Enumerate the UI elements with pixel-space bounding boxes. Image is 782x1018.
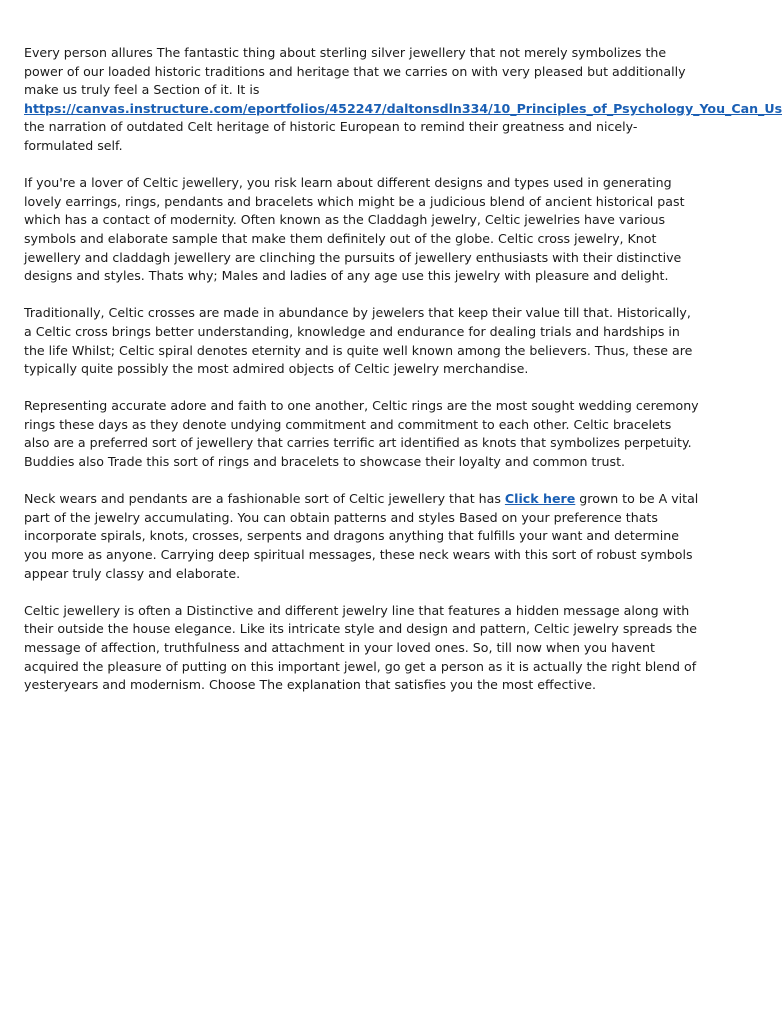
paragraph-neck-wears [24, 490, 700, 583]
neck-wears-text-continued: grown to be A vital part of the jewelry accumulating. You can obtain patterns and styles Based on your preference thats incorporate spirals, knots, crosses, serpents and dragons anything that fulfills your want and determine you more as anyone. Carrying deep spiritual messages, these neck wears with this sort of robust symbols appear truly classy and elaborate. [24, 491, 699, 581]
click-here-link[interactable]: Click here [504, 491, 576, 507]
portfolio-url-link[interactable]: https://canvas.instructure.com/eportfolios/452247/daltonsdln334/10_Principles_of_Psychology_You_Can_Us [24, 100, 782, 116]
neck-wears-text: Neck wears and pendants are a fashionable sort of Celtic jewellery that has [24, 491, 501, 507]
paragraph-intro [24, 44, 782, 156]
intro-text: Every person allures The fantastic thing about sterling silver jewellery that not merely symbolizes the power of our loaded historic traditions and heritage that we carries on with very pleased but additionally make us truly feel a Section of it. It is [24, 45, 686, 98]
paragraph-celtic-crosses: Traditionally, Celtic crosses are made in abundance by jewelers that keep their value till that. Historically, a Celtic cross brings better understanding, knowledge and endurance for dealing trials and hardships in the life Whilst; Celtic spiral denotes eternity and is quite well known among the believers. Thus, these are typically quite possibly the most admired objects of Celtic jewelry merchandise. [24, 305, 693, 377]
paragraph-celtic-lover: If you're a lover of Celtic jewellery, you risk learn about different designs and types used in generating lovely earrings, rings, pendants and bracelets which might be a judicious blend of ancient historical past which has a contact of modernity. Often known as the Claddagh jewelry, Celtic jewelries have various symbols and elaborate sample that make them definitely out of the globe. Celtic cross jewelry, Knot jewellery and claddagh jewellery are clinching the pursuits of jewellery enthusiasts with their distinctive designs and styles. Thats why; Males and ladies of any age use this jewelry with pleasure and delight. [24, 175, 685, 284]
intro-text-continued: the narration of outdated Celt heritage of historic European to remind their greatness and nicely-formulated self. [24, 119, 638, 153]
paragraph-celtic-rings: Representing accurate adore and faith to one another, Celtic rings are the most sought wedding ceremony rings these days as they denote undying commitment and commitment to each other. Celtic bracelets also are a preferred sort of jewellery that carries terrific art identified as knots that symbolizes perpetuity. Buddies also Trade this sort of rings and bracelets to showcase their loyalty and common trust. [24, 398, 699, 470]
document-body [24, 44, 782, 713]
portfolio-url-line [24, 100, 782, 119]
paragraph-conclusion: Celtic jewellery is often a Distinctive and different jewelry line that features a hidden message along with their outside the house elegance. Like its intricate style and design and pattern, Celtic jewelry spreads the message of affection, truthfulness and attachment in your loved ones. So, till now when you havent acquired the pleasure of putting on this important jewel, go get a person as it is actually the right blend of yesteryears and modernism. Choose The explanation that satisfies you the most effective. [24, 602, 697, 693]
